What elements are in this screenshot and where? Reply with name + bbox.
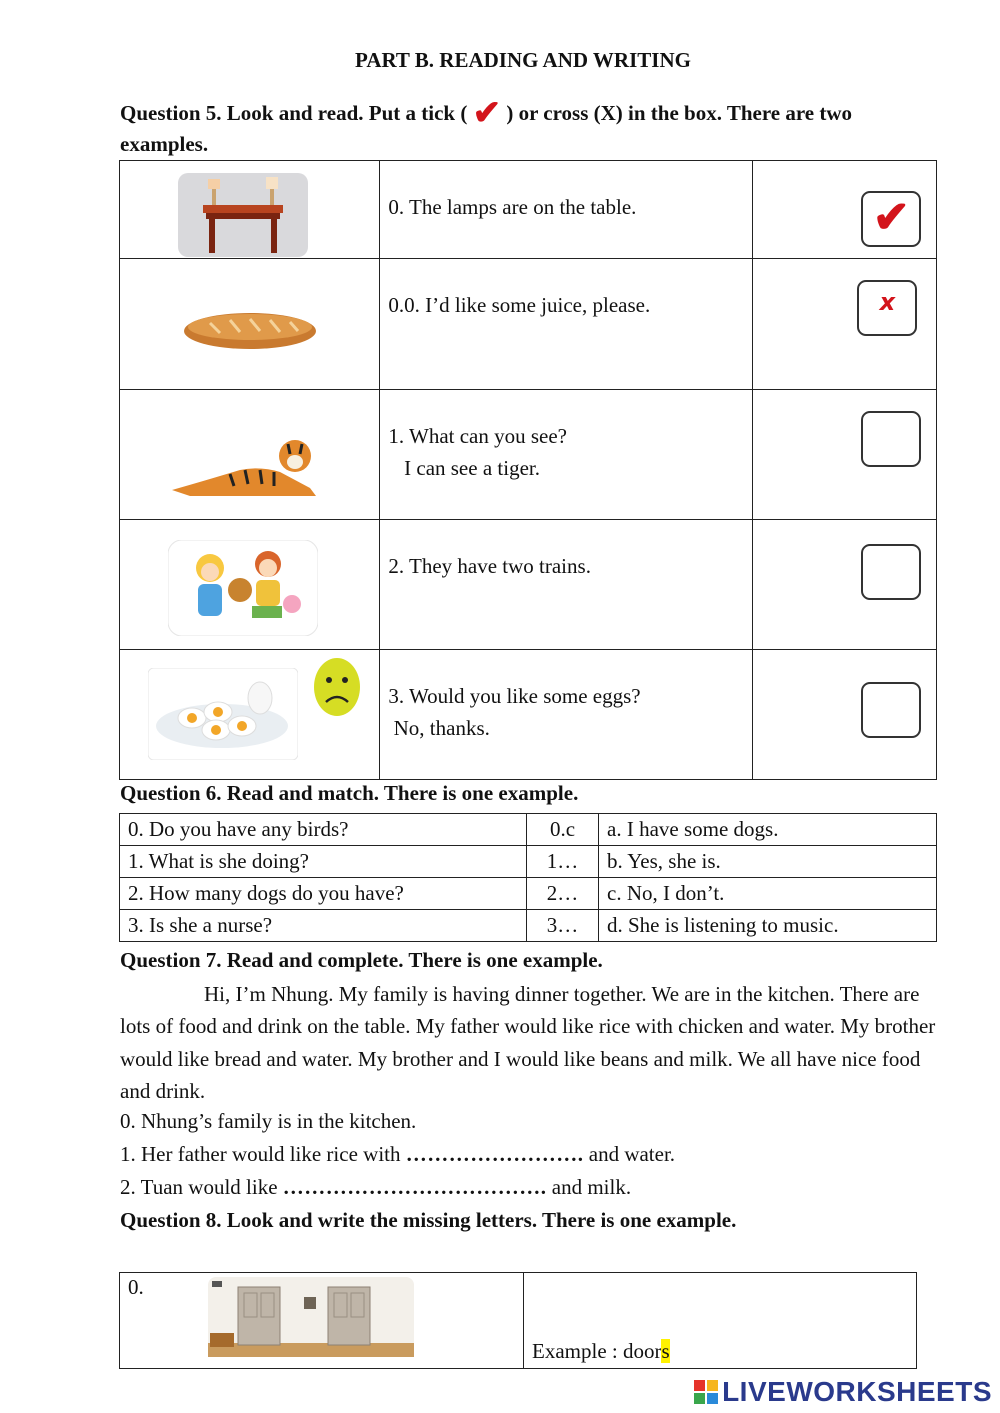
answer-cell — [753, 259, 937, 390]
answer-cell[interactable]: 2… — [527, 878, 599, 910]
part-title: PART B. READING AND WRITING — [355, 48, 691, 72]
answer-cell[interactable]: 3… — [527, 910, 599, 942]
question-6-table — [119, 813, 937, 942]
item-1-prefix: 1. Her father would like rice with — [120, 1142, 406, 1166]
item-1-blank[interactable]: ……………………. — [405, 1142, 584, 1166]
sad-face-icon — [312, 656, 362, 718]
completion-item-0: 0. Nhung’s family is in the kitchen. — [120, 1109, 417, 1133]
question-cell: 2. How many dogs do you have? — [120, 878, 527, 910]
picture-cell — [120, 520, 380, 650]
item-2-suffix: and milk. — [546, 1175, 632, 1199]
completion-item-2 — [120, 1175, 631, 1200]
answer-cell — [753, 161, 937, 259]
picture-cell — [120, 1273, 524, 1369]
sentence-line-1: 2. They have two trains. — [388, 554, 591, 578]
answer-cell — [753, 650, 937, 780]
sentence-line-2: No, thanks. — [388, 716, 490, 740]
question-6-title: Question 6. Read and match. There is one example. — [120, 781, 579, 805]
passage-body: There are lots of food and drink on the table. My father would like rice with chicken and water. My brother would like bread and water. My brother and I would like beans and milk. We all have nice food and drink. — [120, 982, 936, 1103]
picture-cell — [120, 259, 380, 390]
doors-picture — [208, 1277, 414, 1357]
q5-title-start: Question 5. Look and read. Put a tick ( — [120, 101, 468, 125]
sentence-cell — [380, 520, 753, 650]
eggs-picture — [148, 668, 298, 760]
sentence-line-1: 0.0. I’d like some juice, please. — [388, 293, 651, 317]
table-row — [120, 910, 937, 942]
item-2-blank[interactable]: ………………………………. — [282, 1175, 547, 1199]
answer-box[interactable] — [857, 280, 917, 336]
option-cell: b. Yes, she is. — [599, 846, 937, 878]
passage-first-line: Hi, I’m Nhung. My family is having dinner together. We are in the kitchen. — [204, 982, 835, 1006]
picture-cell — [120, 650, 380, 780]
answer-cell — [753, 520, 937, 650]
answer-cell — [524, 1273, 917, 1369]
sentence-line-2: I can see a tiger. — [388, 456, 540, 480]
picture-cell — [120, 390, 380, 520]
sentence-line-1: 1. What can you see? — [388, 424, 567, 448]
cross-icon: x — [879, 288, 896, 316]
option-cell: a. I have some dogs. — [599, 814, 937, 846]
table-row — [120, 259, 937, 390]
tick-icon: ✔ — [872, 193, 910, 242]
table-row — [120, 846, 937, 878]
answer-box[interactable] — [861, 682, 921, 738]
question-8-table — [119, 1272, 917, 1369]
question-cell: 0. Do you have any birds? — [120, 814, 527, 846]
item-2-prefix: 2. Tuan would like — [120, 1175, 283, 1199]
table-row — [120, 520, 937, 650]
answer-box[interactable] — [861, 191, 921, 247]
q5-title-end: ) or cross (X) in the box. There are two examples. — [120, 101, 853, 156]
question-5-title — [120, 94, 940, 160]
item-1-suffix: and water. — [583, 1142, 676, 1166]
table-row — [120, 878, 937, 910]
question-cell: 3. Is she a nurse? — [120, 910, 527, 942]
sentence-cell — [380, 259, 753, 390]
picture-cell — [120, 161, 380, 259]
liveworksheets-logo-icon — [694, 1380, 718, 1404]
footer-brand: LIVEWORKSHEETS — [722, 1376, 992, 1407]
question-7-title: Question 7. Read and complete. There is one example. — [120, 948, 603, 972]
option-cell: d. She is listening to music. — [599, 910, 937, 942]
sentence-line-1: 3. Would you like some eggs? — [388, 684, 641, 708]
tiger-picture — [170, 430, 320, 500]
question-8-title: Question 8. Look and write the missing letters. There is one example. — [120, 1208, 737, 1232]
table-row — [120, 390, 937, 520]
item-number: 0. — [128, 1275, 144, 1299]
table-row — [120, 814, 937, 846]
table-row — [120, 161, 937, 259]
sentence-cell — [380, 390, 753, 520]
table-row — [120, 1273, 917, 1369]
sentence-line-1: 0. The lamps are on the table. — [388, 195, 637, 219]
bread-picture — [180, 303, 320, 353]
option-cell: c. No, I don’t. — [599, 878, 937, 910]
answer-box[interactable] — [861, 411, 921, 467]
reading-passage — [120, 978, 940, 1107]
completion-item-1 — [120, 1142, 675, 1167]
answer-box[interactable] — [861, 544, 921, 600]
answer-cell — [753, 390, 937, 520]
sentence-cell — [380, 161, 753, 259]
answer-cell[interactable]: 1… — [527, 846, 599, 878]
sentence-cell — [380, 650, 753, 780]
children-toys-picture — [168, 540, 318, 636]
highlighted-letter[interactable]: s — [661, 1339, 670, 1363]
tick-icon: ✔ — [472, 95, 502, 132]
question-5-table — [119, 160, 937, 780]
example-label: Example : door — [532, 1339, 662, 1363]
question-cell: 1. What is she doing? — [120, 846, 527, 878]
table-row — [120, 650, 937, 780]
table-lamps-picture — [178, 173, 308, 257]
answer-cell[interactable]: 0.c — [527, 814, 599, 846]
liveworksheets-logo — [694, 1376, 992, 1408]
